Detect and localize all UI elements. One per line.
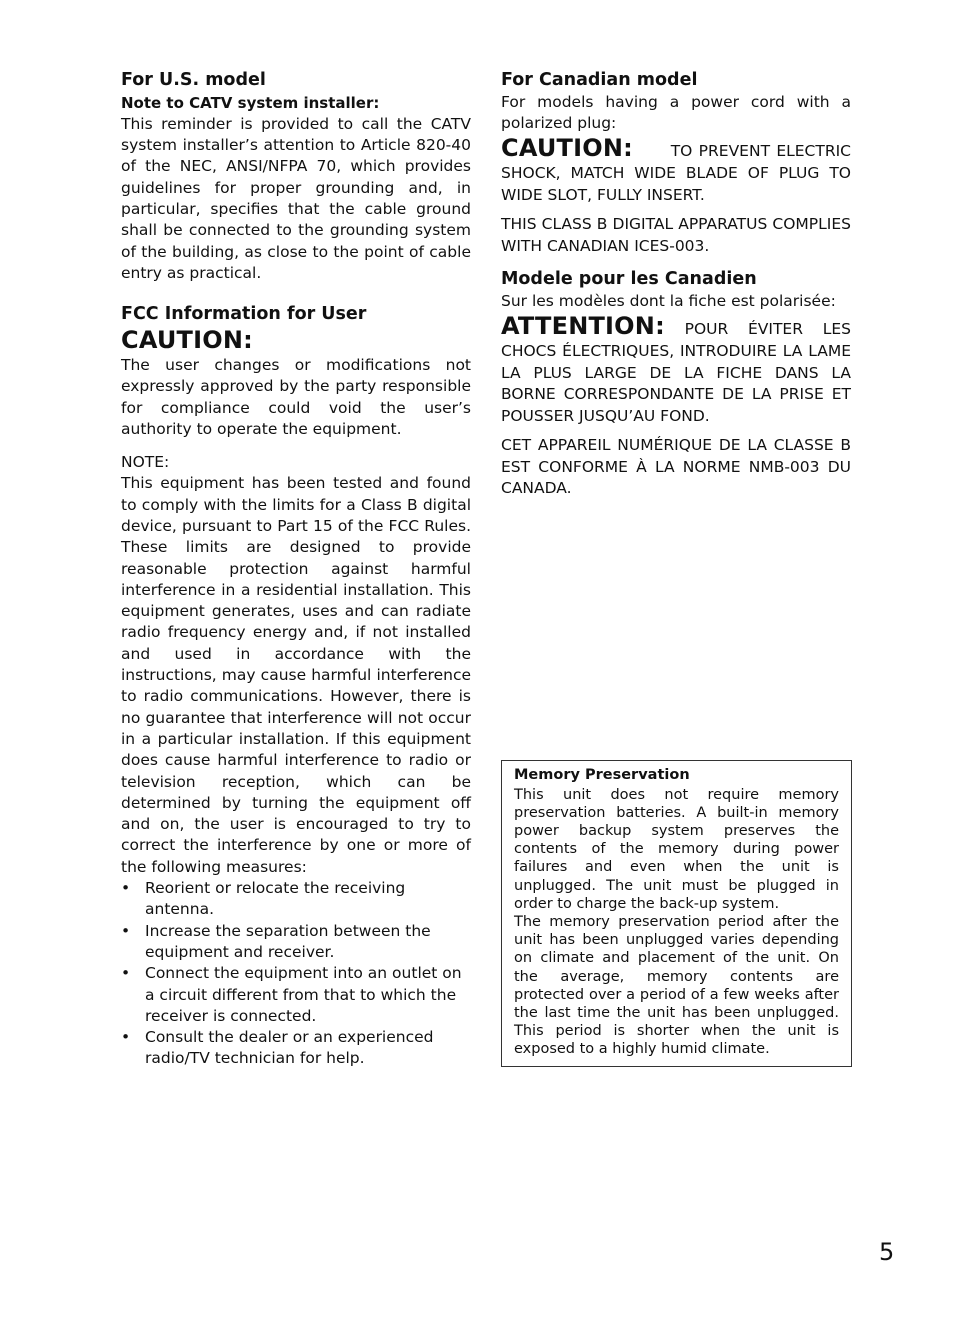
measure-text: Reorient or relocate the receiving antenna. xyxy=(145,879,406,919)
left-column xyxy=(121,70,471,1070)
fcc-note-label: NOTE: xyxy=(121,453,170,472)
modele-canadien-heading: Modele pour les Canadien xyxy=(501,269,757,290)
modele-canadien-compliance: CET APPAREIL NUMÉRIQUE DE LA CLASSE B EST CONFORME À LA NORME NMB-003 DU CANADA. xyxy=(501,436,851,498)
modele-canadien-intro: Sur les modèles dont la fiche est polarisée: xyxy=(501,292,836,311)
list-item xyxy=(121,963,471,1027)
right-column xyxy=(501,70,851,500)
fcc-caution-label: CAUTION: xyxy=(121,326,253,355)
list-item xyxy=(121,878,471,921)
memory-heading: Memory Preservation xyxy=(514,767,690,783)
us-model-section xyxy=(121,70,471,284)
canadian-caution-text: TO PREVENT ELECTRIC SHOCK, MATCH WIDE BLADE OF PLUG TO WIDE SLOT, FULLY INSERT. xyxy=(501,142,852,204)
measure-text: Consult the dealer or an experienced radio/TV technician for help. xyxy=(145,1028,434,1068)
canadian-model-section xyxy=(501,70,851,257)
catv-note-heading: Note to CATV system installer: xyxy=(121,93,380,112)
bullet-icon: • xyxy=(121,921,131,940)
measure-text: Connect the equipment into an outlet on a circuit different from that to which the receiver is connected. xyxy=(145,964,462,1025)
canadian-model-intro: For models having a power cord with a polarized plug: xyxy=(501,92,851,133)
page-number: 5 xyxy=(879,1238,895,1266)
memory-paragraph-1: This unit does not require memory preservation batteries. A built-in memory power backup system preserves the contents of the memory during power failures and even when the unit is unplugged. The unit must be plugged in order to charge the back-up system. xyxy=(514,786,839,912)
measure-text: Increase the separation between the equipment and receiver. xyxy=(145,921,431,961)
modele-canadien-section xyxy=(501,269,851,499)
list-item xyxy=(121,1027,471,1070)
canadian-compliance: THIS CLASS B DIGITAL APPARATUS COMPLIES WITH CANADIAN ICES-003. xyxy=(501,215,851,255)
bullet-icon: • xyxy=(121,879,131,898)
canadian-caution-block xyxy=(501,134,851,206)
bullet-icon: • xyxy=(121,1028,131,1047)
memory-preservation-box xyxy=(501,760,852,1067)
attention-block xyxy=(501,312,851,427)
fcc-note-body: This equipment has been tested and found to comply with the limits for a Class B digital device, pursuant to Part 15 of the FCC Rules. These limits are designed to provide reasonable protection against harmful interference in a residential installation. This equipment generates, uses and can radiate radio frequency energy and, if not installed and used in accordance with the instructions, may cause harmful interference to radio communications. However, there is no guarantee that interference will not occur in a particular installation. If this equipment does cause harmful interference to radio or television reception, which can be determined by turning the equipment off and on, the user is encouraged to try to correct the interference by one or more of the following measures: xyxy=(121,474,471,876)
bullet-icon: • xyxy=(121,964,131,983)
us-model-heading: For U.S. model xyxy=(121,70,266,90)
attention-label: ATTENTION: xyxy=(501,312,665,341)
fcc-section xyxy=(121,304,471,1069)
canadian-caution-label: CAUTION: xyxy=(501,134,633,163)
fcc-heading: FCC Information for User xyxy=(121,304,367,325)
attention-text: POUR ÉVITER LES CHOCS ÉLECTRIQUES, INTRODUIRE LA LAME LA PLUS LARGE DE LA FICHE DANS LA BORNE CORRESPONDANTE DE LA PRISE ET POUSSER JUSQU’AU FOND. xyxy=(501,320,851,425)
canadian-model-heading: For Canadian model xyxy=(501,70,698,90)
fcc-caution-body: The user changes or modifications not expressly approved by the party responsible for compliance could void the user’s authority to operate the equipment. xyxy=(121,355,471,438)
fcc-measures-list xyxy=(121,878,471,1070)
list-item xyxy=(121,921,471,964)
catv-note-body: This reminder is provided to call the CATV system installer’s attention to Article 820-40 of the NEC, ANSI/NFPA 70, which provides guidelines for proper grounding and, in particular, specifies that the cable ground shall be connected to the grounding system of the building, as close to the point of cable entry as practical. xyxy=(121,114,471,282)
memory-paragraph-2: The memory preservation period after the unit has been unplugged varies depending on climate and placement of the unit. On the average, memory contents are protected over a period of a few weeks after the last time the unit has been unplugged. This period is shorter when the unit is exposed to a highly humid climate. xyxy=(514,913,839,1058)
